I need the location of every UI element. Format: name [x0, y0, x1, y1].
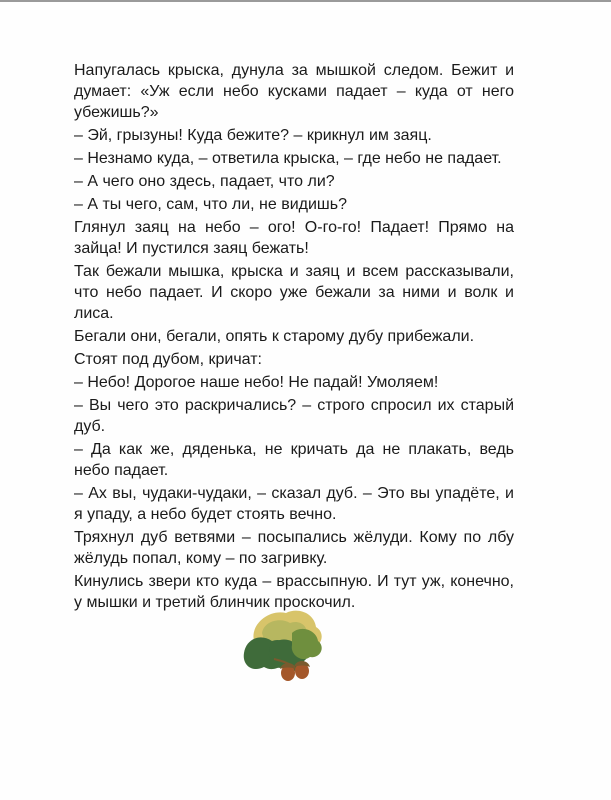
paragraph: – Вы чего это раскричались? – строго спросил их старый дуб. [74, 397, 514, 435]
paragraph: – Да как же, дяденька, не кричать да не плакать, ведь небо падает. [74, 441, 514, 479]
paragraph: Стоят под дубом, кричат: [74, 351, 262, 368]
top-divider [0, 0, 611, 2]
paragraph: – А ты чего, сам, что ли, не видишь? [74, 196, 347, 213]
oak-leaves-acorns-icon [240, 603, 330, 683]
paragraph: – Ах вы, чудаки-чудаки, – сказал дуб. – Это вы упадёте, и я упаду, а небо будет стоять вечно. [74, 485, 514, 523]
paragraph: – Эй, грызуны! Куда бежите? – крикнул им заяц. [74, 127, 432, 144]
paragraph: Напугалась крыска, дунула за мышкой следом. Бежит и думает: «Уж если небо кусками падает – куда от него убежишь?» [74, 62, 514, 121]
paragraph: – Незнамо куда, – ответила крыска, – где небо не падает. [74, 150, 502, 167]
paragraph: Так бежали мышка, крыска и заяц и всем рассказывали, что небо падает. И скоро уже бежали за ними и волк и лиса. [74, 263, 514, 322]
paragraph: – Небо! Дорогое наше небо! Не падай! Умоляем! [74, 374, 439, 391]
paragraph: Тряхнул дуб ветвями – посыпались жёлуди. Кому по лбу жёлудь попал, кому – по загривку. [74, 529, 514, 567]
paragraph: Бегали они, бегали, опять к старому дубу прибежали. [74, 328, 475, 345]
paragraph: Глянул заяц на небо – ого! О-го-го! Падает! Прямо на зайца! И пустился заяц бежать! [74, 219, 514, 257]
story-text [74, 60, 514, 613]
paragraph: – А чего оно здесь, падает, что ли? [74, 173, 335, 190]
paragraph: Кинулись звери кто куда – врассыпную. И тут уж, конечно, у мышки и третий блинчик проскочил. [74, 573, 514, 611]
